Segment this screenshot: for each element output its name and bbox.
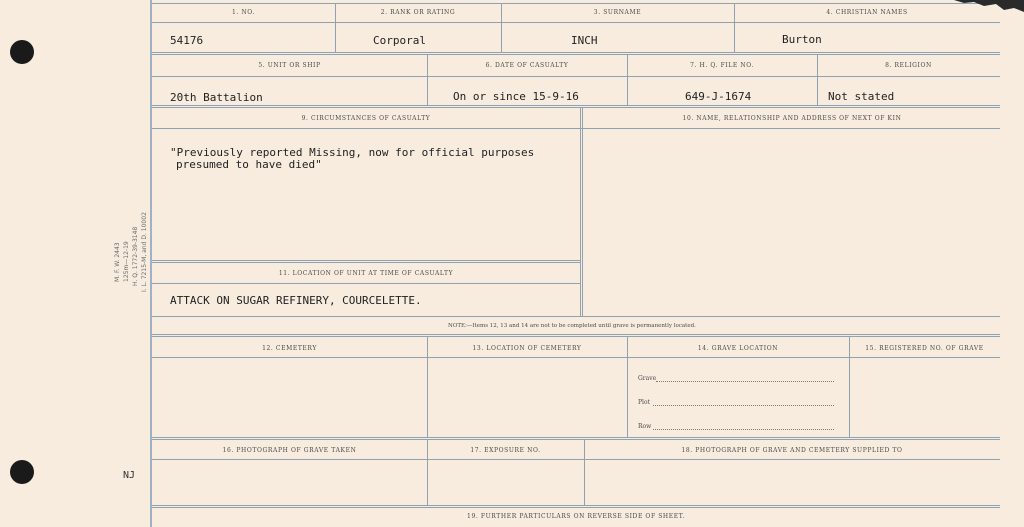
label-rank: 2. RANK OR RATING bbox=[380, 9, 456, 16]
label-registered-no: 15. REGISTERED NO. OF GRAVE bbox=[865, 345, 984, 352]
rule bbox=[152, 3, 1000, 4]
label-unit: 5. UNIT OR SHIP bbox=[258, 62, 321, 69]
rule bbox=[849, 337, 850, 437]
value-circumstances-line2: presumed to have died" bbox=[176, 158, 322, 171]
rule bbox=[152, 76, 1000, 77]
imprint-line: M. F. W. 2443 bbox=[114, 242, 121, 282]
rule bbox=[152, 22, 1000, 23]
label-no: 1. NO. bbox=[232, 9, 255, 16]
rule bbox=[152, 128, 1000, 129]
label-religion: 8. RELIGION bbox=[885, 62, 932, 69]
value-date: On or since 15-9-16 bbox=[453, 90, 579, 103]
punch-hole-bottom bbox=[10, 460, 34, 484]
label-date: 6. DATE OF CASUALTY bbox=[485, 62, 569, 69]
label-plot: Plot bbox=[638, 399, 650, 406]
clerk-initials: NJ bbox=[123, 470, 136, 481]
label-further-particulars: 19. FURTHER PARTICULARS ON REVERSE SIDE OF SHEET. bbox=[467, 513, 685, 520]
rule bbox=[152, 260, 580, 263]
rule bbox=[152, 334, 1000, 337]
label-hq-file: 7. H. Q. FILE NO. bbox=[690, 62, 754, 69]
rule bbox=[427, 440, 428, 506]
label-surname: 3. SURNAME bbox=[593, 9, 642, 16]
rule bbox=[734, 3, 735, 53]
rule bbox=[580, 108, 583, 316]
label-photo-taken: 16. PHOTOGRAPH OF GRAVE TAKEN bbox=[222, 447, 357, 454]
plot-dotted-line bbox=[653, 405, 834, 406]
value-unit: 20th Battalion bbox=[170, 91, 263, 104]
value-rank: Corporal bbox=[373, 34, 426, 47]
label-location-of-unit: 11. LOCATION OF UNIT AT TIME OF CASUALTY bbox=[278, 270, 454, 277]
label-location-of-cemetery: 13. LOCATION OF CEMETERY bbox=[472, 345, 582, 352]
punch-hole-top bbox=[10, 40, 34, 64]
rule bbox=[501, 3, 502, 53]
label-christian-names: 4. CHRISTIAN NAMES bbox=[826, 9, 908, 16]
label-circumstances: 9. CIRCUMSTANCES OF CASUALTY bbox=[301, 115, 431, 122]
label-exposure-no: 17. EXPOSURE NO. bbox=[470, 447, 541, 454]
rule bbox=[627, 337, 628, 437]
rule bbox=[152, 437, 1000, 440]
row-dotted-line bbox=[653, 429, 834, 430]
rule bbox=[817, 55, 818, 105]
rule bbox=[152, 357, 1000, 358]
rule bbox=[152, 283, 580, 284]
side-printer-imprint bbox=[96, 212, 156, 292]
label-next-of-kin: 10. NAME, RELATIONSHIP AND ADDRESS OF NEXT OF KIN bbox=[682, 115, 902, 122]
note-text: NOTE:—Items 12, 13 and 14 are not to be completed until grave is permanently located. bbox=[448, 323, 696, 329]
value-hq-file: 649-J-1674 bbox=[685, 90, 752, 103]
imprint-line: I. L. 7215-M, and D. 10002 bbox=[141, 212, 148, 292]
grave-dotted-line bbox=[656, 381, 834, 382]
value-location-of-unit: ATTACK ON SUGAR REFINERY, COURCELETTE. bbox=[170, 294, 422, 307]
rule bbox=[427, 337, 428, 437]
imprint-line: H. Q. 1772-39-3148 bbox=[132, 226, 139, 286]
torn-corner bbox=[954, 0, 1024, 12]
label-grave-location: 14. GRAVE LOCATION bbox=[697, 345, 779, 352]
value-no: 54176 bbox=[170, 34, 204, 47]
rule bbox=[152, 52, 1000, 55]
value-christian-names: Burton bbox=[782, 33, 822, 46]
label-grave: Grave bbox=[638, 375, 657, 382]
rule bbox=[152, 505, 1000, 508]
label-photo-supplied-to: 18. PHOTOGRAPH OF GRAVE AND CEMETERY SUPPLIED TO bbox=[681, 447, 903, 454]
value-surname: INCH bbox=[571, 34, 598, 47]
value-religion: Not stated bbox=[828, 90, 895, 103]
rule bbox=[427, 55, 428, 105]
imprint-line: 125m—12-19 bbox=[123, 241, 130, 282]
rule bbox=[627, 55, 628, 105]
label-cemetery: 12. CEMETERY bbox=[262, 345, 317, 352]
rule bbox=[152, 459, 1000, 460]
label-row: Row bbox=[638, 423, 652, 430]
rule bbox=[152, 316, 1000, 317]
value-circumstances-line1: "Previously reported Missing, now for official purposes bbox=[170, 146, 535, 159]
rule bbox=[584, 440, 585, 506]
rule bbox=[152, 105, 1000, 108]
rule bbox=[335, 3, 336, 53]
